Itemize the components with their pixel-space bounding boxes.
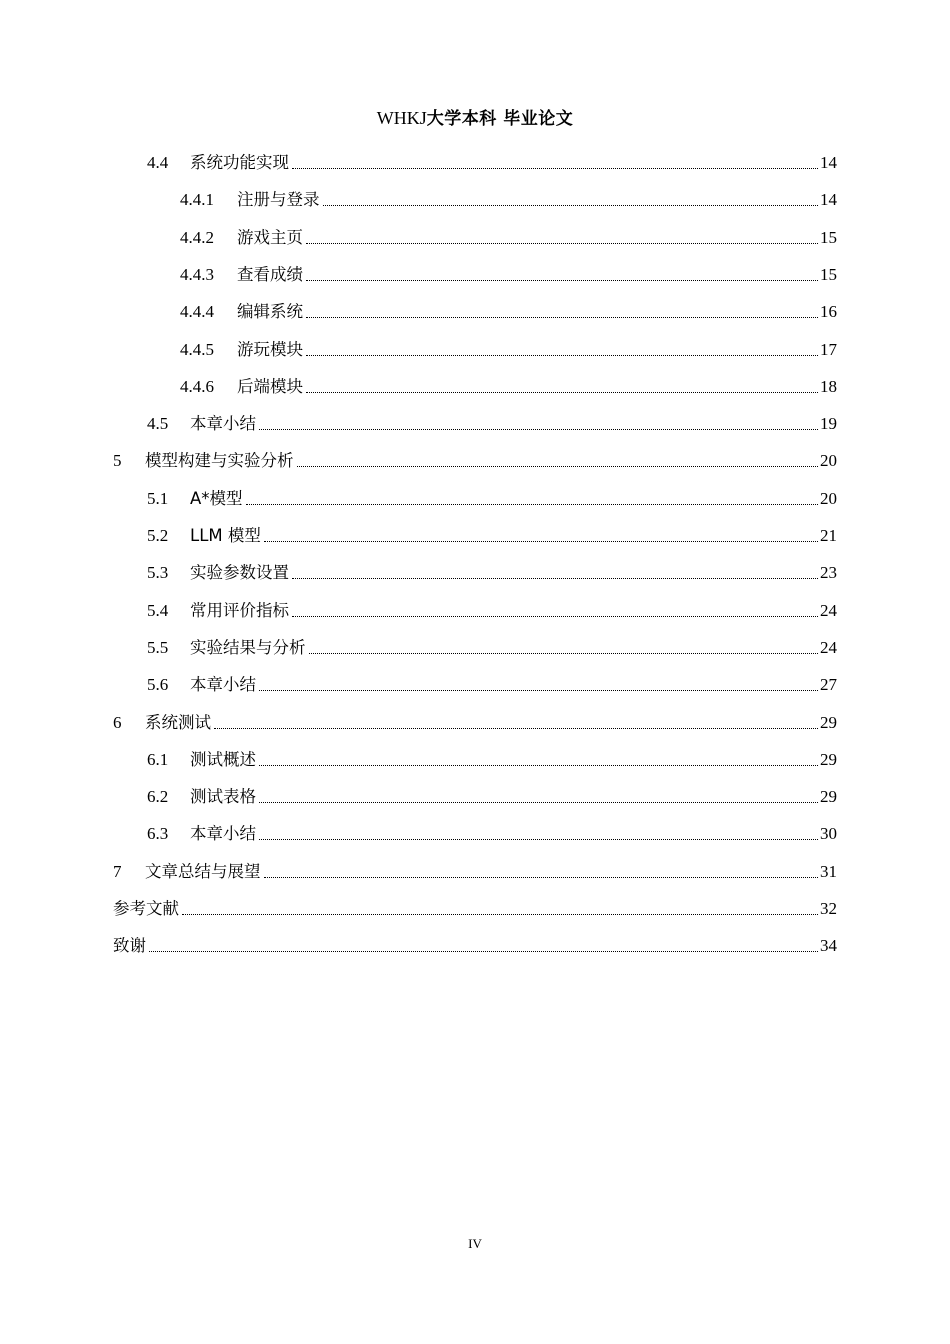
toc-entry-number: 4.4.2 xyxy=(180,227,214,247)
toc-entry-title: 常用评价指标 xyxy=(190,600,289,620)
toc-entry-number: 4.4.4 xyxy=(180,302,214,322)
toc-entry-page: 18 xyxy=(820,376,837,396)
toc-entry[interactable] xyxy=(147,560,837,584)
dot-leader xyxy=(149,951,818,952)
page-number: IV xyxy=(468,1236,482,1251)
toc-entry-title: 系统测试 xyxy=(145,712,211,732)
dot-leader xyxy=(259,765,818,766)
toc-entry-title: 本章小结 xyxy=(190,675,256,695)
dot-leader xyxy=(306,317,818,318)
toc-entry-number: 4.4.6 xyxy=(180,376,214,396)
dot-leader xyxy=(182,914,818,915)
dot-leader xyxy=(292,578,818,579)
toc-entry-page: 30 xyxy=(820,824,837,844)
toc-entry-title: LLM 模型 xyxy=(190,526,261,545)
toc-entry[interactable] xyxy=(180,374,837,398)
toc-entry[interactable] xyxy=(147,821,837,845)
toc-entry-number: 4.4.3 xyxy=(180,264,214,284)
toc-entry-number: 6 xyxy=(113,712,122,732)
toc-entry-title: 注册与登录 xyxy=(237,190,320,210)
toc-entry[interactable] xyxy=(147,411,837,435)
dot-leader xyxy=(214,728,818,729)
toc-entry-page: 29 xyxy=(820,787,837,807)
toc-entry[interactable] xyxy=(180,299,837,323)
toc-entry[interactable] xyxy=(147,747,837,771)
toc-entry-number: 5.4 xyxy=(147,600,169,620)
toc-entry-page: 14 xyxy=(820,190,837,210)
dot-leader xyxy=(259,690,818,691)
toc-entry-number: 5.1 xyxy=(147,488,169,508)
dot-leader xyxy=(306,280,818,281)
toc-entry[interactable] xyxy=(147,486,837,510)
toc-entry-number: 6.3 xyxy=(147,824,169,844)
toc-entry-title: 致谢 xyxy=(113,936,146,956)
toc-entry[interactable] xyxy=(113,933,837,957)
dot-leader xyxy=(306,392,818,393)
toc-entry[interactable] xyxy=(147,598,837,622)
toc-entry-title: 参考文献 xyxy=(113,899,179,918)
toc-entry-title: 游玩模块 xyxy=(237,339,303,359)
toc-entry-page: 23 xyxy=(820,563,837,583)
toc-entry-page: 21 xyxy=(820,526,837,545)
dot-leader xyxy=(292,168,818,169)
toc-entry-title: 测试表格 xyxy=(190,787,256,807)
toc-entry-page: 29 xyxy=(820,749,837,769)
toc-entry-title: 本章小结 xyxy=(190,414,256,434)
toc-entry-page: 15 xyxy=(820,264,837,284)
toc-entry-page: 19 xyxy=(820,414,837,434)
toc-entry-page: 16 xyxy=(820,302,837,322)
toc-entry-title: 系统功能实现 xyxy=(190,153,289,172)
toc-entry[interactable] xyxy=(113,859,837,883)
toc-entry-page: 14 xyxy=(820,153,837,172)
dot-leader xyxy=(246,504,818,505)
toc-entry-page: 34 xyxy=(820,936,837,956)
toc-entry-title: 测试概述 xyxy=(190,749,256,769)
toc-entry[interactable] xyxy=(180,337,837,361)
dot-leader xyxy=(259,429,818,430)
dot-leader xyxy=(259,839,818,840)
toc-entry-page: 20 xyxy=(820,488,837,508)
toc-entry-number: 4.5 xyxy=(147,414,169,434)
toc-entry-title: 本章小结 xyxy=(190,824,256,844)
dot-leader xyxy=(306,355,818,356)
dot-leader xyxy=(292,616,818,617)
dot-leader xyxy=(306,243,818,244)
dot-leader xyxy=(309,653,819,654)
dot-leader xyxy=(264,541,818,542)
toc-entry[interactable] xyxy=(180,187,837,211)
toc-entry-number: 5 xyxy=(113,451,122,471)
toc-entry-number: 5.2 xyxy=(147,526,169,545)
toc-entry-page: 20 xyxy=(820,451,837,471)
toc-entry[interactable] xyxy=(147,784,837,808)
toc-entry-title: 模型构建与实验分析 xyxy=(145,451,294,471)
toc-entry-title: 编辑系统 xyxy=(237,302,303,322)
toc-entry-number: 4.4.5 xyxy=(180,339,214,359)
toc-entry-page: 27 xyxy=(820,675,837,695)
toc-entry-title: 实验结果与分析 xyxy=(190,637,306,657)
toc-entry[interactable] xyxy=(147,523,837,547)
toc-entry-page: 29 xyxy=(820,712,837,732)
toc-entry-page: 17 xyxy=(820,339,837,359)
toc-entry-number: 4.4.1 xyxy=(180,190,214,210)
toc-entry-title: 游戏主页 xyxy=(237,227,303,247)
toc-entry[interactable] xyxy=(113,896,837,920)
toc-entry-number: 6.1 xyxy=(147,749,169,769)
toc-entry-page: 15 xyxy=(820,227,837,247)
page-header xyxy=(0,104,950,129)
toc-entry[interactable] xyxy=(147,635,837,659)
dot-leader xyxy=(297,466,819,467)
toc-entry-page: 24 xyxy=(820,637,837,657)
toc-entry-title: A*模型 xyxy=(190,488,243,508)
dot-leader xyxy=(259,802,818,803)
toc-entry-title: 文章总结与展望 xyxy=(145,861,261,881)
toc-entry-page: 32 xyxy=(820,899,837,918)
toc-entry-number: 5.3 xyxy=(147,563,169,583)
toc-entry[interactable] xyxy=(147,672,837,696)
toc-entry-number: 7 xyxy=(113,861,122,881)
toc-entry[interactable] xyxy=(180,225,837,249)
toc-entry[interactable] xyxy=(180,262,837,286)
header-title: 大学本科 毕业论文 xyxy=(426,109,574,129)
toc-entry[interactable] xyxy=(113,448,837,472)
toc-entry[interactable] xyxy=(147,150,837,174)
toc-entry-number: 6.2 xyxy=(147,787,169,807)
dot-leader xyxy=(264,877,819,878)
toc-entry-number: 5.6 xyxy=(147,675,169,695)
toc-entry-page: 24 xyxy=(820,600,837,620)
toc-entry-page: 31 xyxy=(820,861,837,881)
institution-mark: WHKJ xyxy=(376,108,427,128)
toc-entry-title: 实验参数设置 xyxy=(190,563,289,583)
dot-leader xyxy=(323,205,819,206)
toc-entry-number: 4.4 xyxy=(147,153,169,172)
toc-entry[interactable] xyxy=(113,710,837,734)
toc-entry-number: 5.5 xyxy=(147,637,169,657)
toc-entry-title: 查看成绩 xyxy=(237,264,303,284)
toc-entry-title: 后端模块 xyxy=(237,376,303,396)
